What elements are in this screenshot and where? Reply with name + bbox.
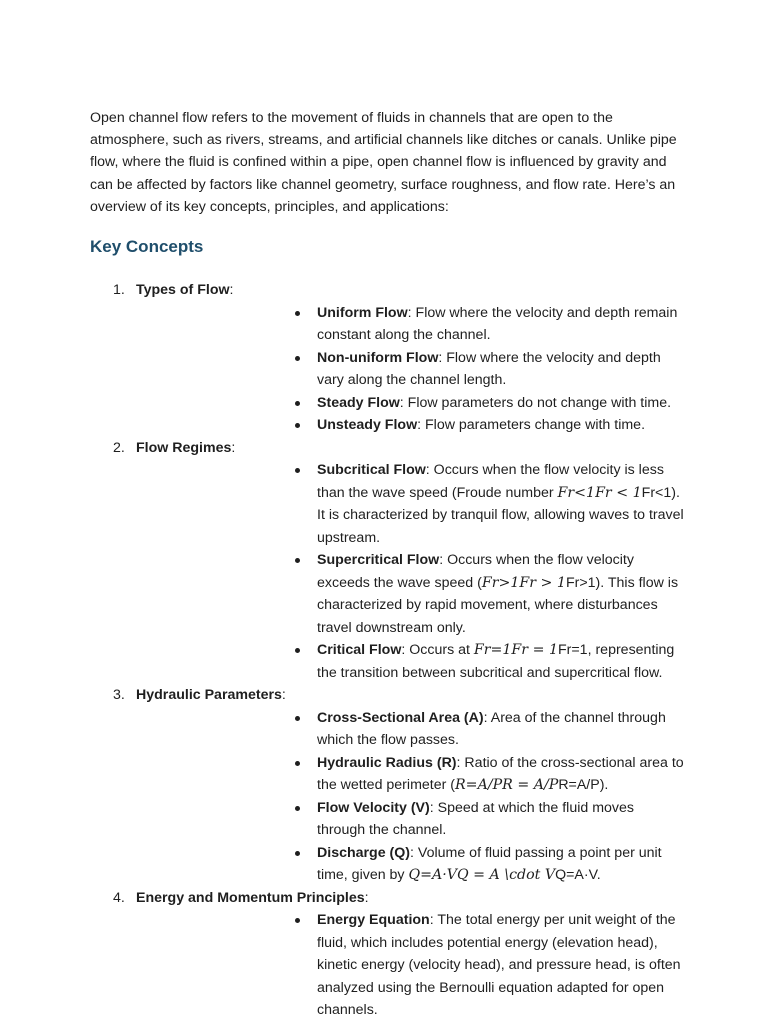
bullet-icon <box>295 311 300 316</box>
description: : Occurs when the flow velocity is less than the wave speed (Froude number <box>317 462 664 501</box>
term: Steady Flow <box>317 394 400 411</box>
term: Non-uniform Flow <box>317 349 439 366</box>
term: Hydraulic Radius (R) <box>317 754 457 771</box>
bullet-icon <box>295 851 300 856</box>
list-item <box>136 639 768 684</box>
list-item <box>136 549 768 639</box>
description: : Flow parameters do not change with time. <box>399 394 672 411</box>
bullet-icon <box>295 716 300 721</box>
description: : Flow parameters change with time. <box>417 417 646 433</box>
bullet-icon <box>295 401 300 406</box>
term: Subcritical Flow <box>317 462 426 478</box>
bullet-icon <box>295 761 300 766</box>
sub-list <box>136 707 768 887</box>
bullet-icon <box>295 423 300 428</box>
term: Uniform Flow <box>317 304 408 321</box>
sub-list <box>136 459 768 684</box>
list-item <box>136 797 768 842</box>
list-item <box>136 459 768 549</box>
math-expression: Q=A·VQ = A \cdot V <box>408 867 556 883</box>
list-item <box>136 392 768 415</box>
bullet-icon <box>295 918 300 923</box>
description: : Area of the channel through which the flow passes. <box>317 709 666 748</box>
term: Flow Velocity (V) <box>317 799 430 816</box>
description: : The total energy per unit weight of the fluid, which includes potential energy (elevation head), kinetic energy (velocity head), and pressure head, is often analyzed using the Bernoulli equation adapted for open channels. <box>317 912 681 1018</box>
list-item <box>136 414 768 437</box>
list-item <box>136 347 768 392</box>
term: Cross-Sectional Area (A) <box>317 709 484 726</box>
description: : Speed at which the fluid moves through the channel. <box>317 799 634 838</box>
math-expression: Fr>1Fr > 1 <box>481 574 566 591</box>
description-continued: Fr>1). This flow is characterized by rapid movement, where disturbances travel downstream only. <box>317 574 679 636</box>
bullet-icon <box>295 356 300 361</box>
math-expression: Fr<1Fr < 1 <box>557 484 642 501</box>
item-title: Types of Flow <box>136 282 230 298</box>
numbered-item-hydraulic-parameters: 3. Hydraulic Parameters: Cross-Sectional Area (A): Area of the channel through which the flow passes. Hydraulic Radius (R): Ratio of the cross-sectional area to the wetted perimeter (R=A/PR = A/PR=A/P). Flow Velocity (V): Speed at which the fluid moves through the channel. Discharge (Q): Volume of fluid passing a point per unit time, given by Q=A·VQ = A \cdot VQ=A·V. <box>0 684 768 887</box>
math-expression: R=A/PR = A/P <box>455 777 559 793</box>
description-continued: Fr=1, representing the transition between subcritical and supercritical flow. <box>317 642 675 681</box>
bullet-icon <box>295 468 300 473</box>
description: : Ratio of the cross-sectional area to the wetted perimeter ( <box>317 754 684 793</box>
sub-list <box>136 909 768 1022</box>
item-title: Hydraulic Parameters <box>136 687 282 703</box>
numbered-item-energy-momentum: 4. Energy and Momentum Principles: Energy Equation: The total energy per unit weight of the fluid, which includes potential energy (elevation head), kinetic energy (velocity head), and pressure head, is often analyzed using the Bernoulli equation adapted for open channels. <box>0 887 768 1022</box>
key-concepts-list <box>0 279 768 1022</box>
term: Supercritical Flow <box>317 552 440 568</box>
description: : Occurs when the flow velocity exceeds the wave speed ( <box>317 552 634 591</box>
bullet-icon <box>295 558 300 563</box>
description: : Flow where the velocity and depth vary along the channel length. <box>317 349 661 388</box>
list-item <box>136 909 768 1022</box>
numbered-item-flow-regimes: 2. Flow Regimes: Subcritical Flow: Occurs when the flow velocity is less than the wave speed (Froude number Fr<1Fr < 1Fr<1). It is characterized by tranquil flow, allowing waves to travel upstream. Supercritical Flow: Occurs when the flow velocity exceeds the wave speed (Fr>1Fr > 1Fr>1). This flow is characterized by rapid movement, where disturbances travel downstream only. Critical Flow: Occurs at Fr=1Fr = 1Fr=1, representing the transition between subcritical and supercritical flow. <box>0 437 768 685</box>
list-item <box>136 707 768 752</box>
description: : Flow where the velocity and depth remain constant along the channel. <box>317 304 678 343</box>
list-item <box>136 842 768 887</box>
item-title: Energy and Momentum Principles <box>136 889 365 906</box>
item-number: 2. <box>113 439 125 456</box>
description-continued: R=A/P). <box>558 777 609 793</box>
math-expression: Fr=1Fr = 1 <box>473 642 558 658</box>
numbered-item-types-of-flow: 1. Types of Flow: Uniform Flow: Flow where the velocity and depth remain constant along the channel. Non-uniform Flow: Flow where the velocity and depth vary along the channel length. Steady Flow: Flow parameters do not change with time. Unsteady Flow: Flow parameters change with time. <box>0 279 768 437</box>
section-heading-key-concepts: Key Concepts <box>90 237 204 256</box>
list-item <box>136 302 768 347</box>
item-title: Flow Regimes <box>136 439 232 456</box>
description-continued: Q=A·V. <box>555 867 601 883</box>
item-number: 1. <box>113 282 125 298</box>
description: : Volume of fluid passing a point per unit time, given by <box>317 844 662 883</box>
list-item <box>136 752 768 797</box>
item-number: 4. <box>113 889 125 906</box>
description: : Occurs at <box>401 642 474 658</box>
bullet-icon <box>295 648 300 653</box>
description-continued: Fr<1). It is characterized by tranquil flow, allowing waves to travel upstream. <box>317 484 684 546</box>
term: Unsteady Flow <box>317 417 418 433</box>
bullet-icon <box>295 806 300 811</box>
term: Energy Equation <box>317 912 430 928</box>
term: Discharge (Q) <box>317 844 411 861</box>
intro-paragraph: Open channel flow refers to the movement of fluids in channels that are open to the atmosphere, such as rivers, streams, and artificial channels like ditches or canals. Unlike pipe flow, where the fluid is confined within a pipe, open channel flow is influenced by gravity and can be affected by factors like channel geometry, surface roughness, and flow rate. Here’s an overview of its key concepts, principles, and applications: <box>90 110 677 215</box>
term: Critical Flow <box>317 642 402 658</box>
item-number: 3. <box>113 687 125 703</box>
sub-list <box>136 302 768 437</box>
